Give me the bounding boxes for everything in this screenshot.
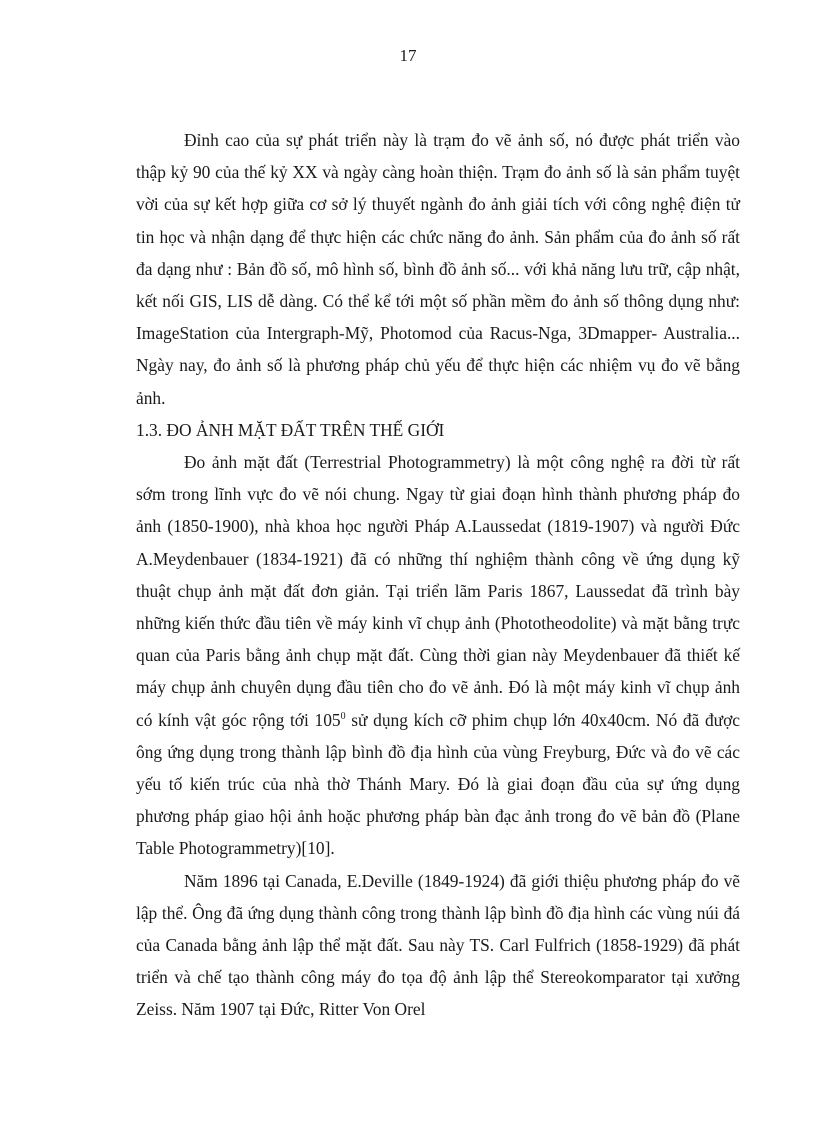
- paragraph-stereo-method: Năm 1896 tại Canada, E.Deville (1849-1924) đã giới thiệu phương pháp đo vẽ lập thể. Ông đã ứng dụng thành công trong thành lập bình đồ địa hình các vùng núi đá của Canada bằng ảnh lập thể mặt đất. Sau này TS. Carl Fulfrich (1858-1929) đã phát triển và chế tạo thành công máy đo tọa độ ảnh lập thể Stereokomparator tại xưởng Zeiss. Năm 1907 tại Đức, Ritter Von Orel: [136, 870, 740, 1020]
- paragraph-digital-photogrammetry: Đỉnh cao của sự phát triển này là trạm đo vẽ ảnh số, nó được phát triển vào thập kỷ 90 của thế kỷ XX và ngày càng hoàn thiện. Trạm đo ảnh số là sản phẩm tuyệt vời của sự kết hợp giữa cơ sở lý thuyết ngành đo ảnh giải tích với công nghệ điện tử tin học và nhận dạng để thực hiện các chức năng đo ảnh. Sản phẩm của đo ảnh số rất đa dạng như : Bản đồ số, mô hình số, bình đồ ảnh số... với khả năng lưu trữ, cập nhật, kết nối GIS, LIS dễ dàng. Có thể kể tới một số phần mềm đo ảnh số thông dụng như: ImageStation của Intergraph-Mỹ, Photomod của Racus-Nga, 3Dmapper- Australia... Ngày nay, đo ảnh số là phương pháp chủ yếu để thực hiện các nhiệm vụ đo vẽ bằng ảnh.: [136, 130, 740, 408]
- degree-superscript: 0: [340, 710, 346, 722]
- paragraph-terrestrial-history: [136, 446, 740, 865]
- page-number: 17: [399, 46, 417, 65]
- paragraph-text-part-2: sử dụng kích cỡ phim chụp lớn 40x40cm. Nó đã được ông ứng dụng trong thành lập bình đồ địa hình của vùng Freyburg, Đức và đo vẽ các yếu tố kiến trúc của nhà thờ Thánh Mary. Đó là giai đoạn đầu của sự ứng dụng phương pháp giao hội ảnh hoặc phương pháp bàn đạc ảnh trong đo vẽ bản đồ (Plane Table Photogrammetry)[10].: [136, 709, 740, 859]
- body-text: [136, 124, 740, 1026]
- paragraph-text-part-1: Đo ảnh mặt đất (Terrestrial Photogrammetry) là một công nghệ ra đời từ rất sớm trong lĩnh vực đo vẽ nói chung. Ngay từ giai đoạn hình thành phương pháp đo ảnh (1850-1900), nhà khoa học người Pháp A.Laussedat (1819-1907) và người Đức A.Meydenbauer (1834-1921) đã có những thí nghiệm thành công về ứng dụng kỹ thuật chụp ảnh mặt đất đơn giản. Tại triển lãm Paris 1867, Laussedat đã trình bày những kiến thức đầu tiên về máy kinh vĩ chụp ảnh (Phototheodolite) và mặt bằng trực quan của Paris bằng ảnh chụp mặt đất. Cùng thời gian này Meydenbauer đã thiết kế máy chụp ảnh chuyên dụng đầu tiên cho đo vẽ ảnh. Đó là một máy kinh vĩ chụp ảnh có kính vật góc rộng tới 105: [136, 452, 740, 730]
- section-heading: 1.3. ĐO ẢNH MẶT ĐẤT TRÊN THẾ GIỚI: [136, 419, 445, 440]
